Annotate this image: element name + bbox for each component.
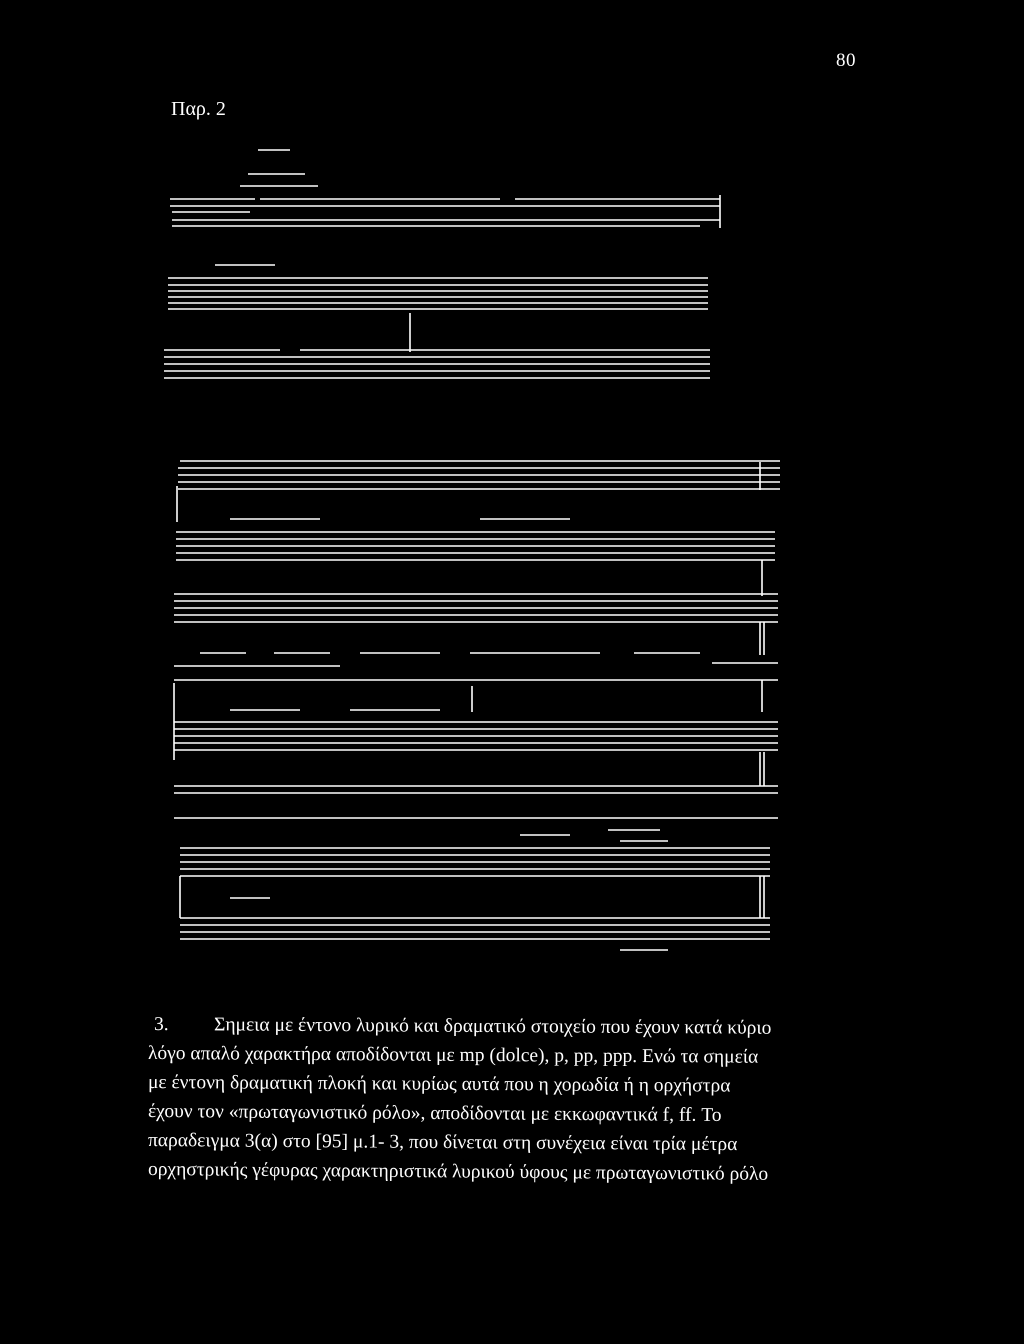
paragraph-line-2: λόγο απαλό χαρακτήρα αποδίδονται με mp (dolce), p, pp, ppp. Ενώ τα σημεία	[147, 1043, 759, 1068]
item-number: 3.	[153, 1014, 169, 1036]
page-number: 80	[836, 50, 856, 71]
score-system-1	[170, 150, 720, 228]
score-system-3	[174, 461, 780, 950]
paragraph-line-6: ορχηστρικής γέφυρας χαρακτηριστικά λυρικού ύφους με πρωταγωνιστικό ρόλο	[147, 1159, 769, 1185]
score-system-2	[164, 265, 710, 378]
paragraph-body	[148, 1010, 848, 1184]
paragraph-line-4: έχουν τον «πρωταγωνιστικό ρόλο», αποδίδονται με εκκωφαντικά f, ff. Το	[147, 1101, 722, 1127]
paragraph-line-3: με έντονη δραματική πλοκή και κυρίως αυτά που η χορωδία ή η ορχήστρα	[147, 1072, 731, 1097]
example-label: Παρ. 2	[171, 98, 226, 120]
paragraph-line-1: 3. Σημεια με έντονο λυρικό και δραματικό στοιχείο που έχουν κατά κύριο	[154, 1010, 848, 1043]
paragraph-line-5: παραδειγμα 3(α) στο [95] μ.1- 3, που δίνεται στη συνέχεια είναι τρία μέτρα	[147, 1130, 738, 1156]
